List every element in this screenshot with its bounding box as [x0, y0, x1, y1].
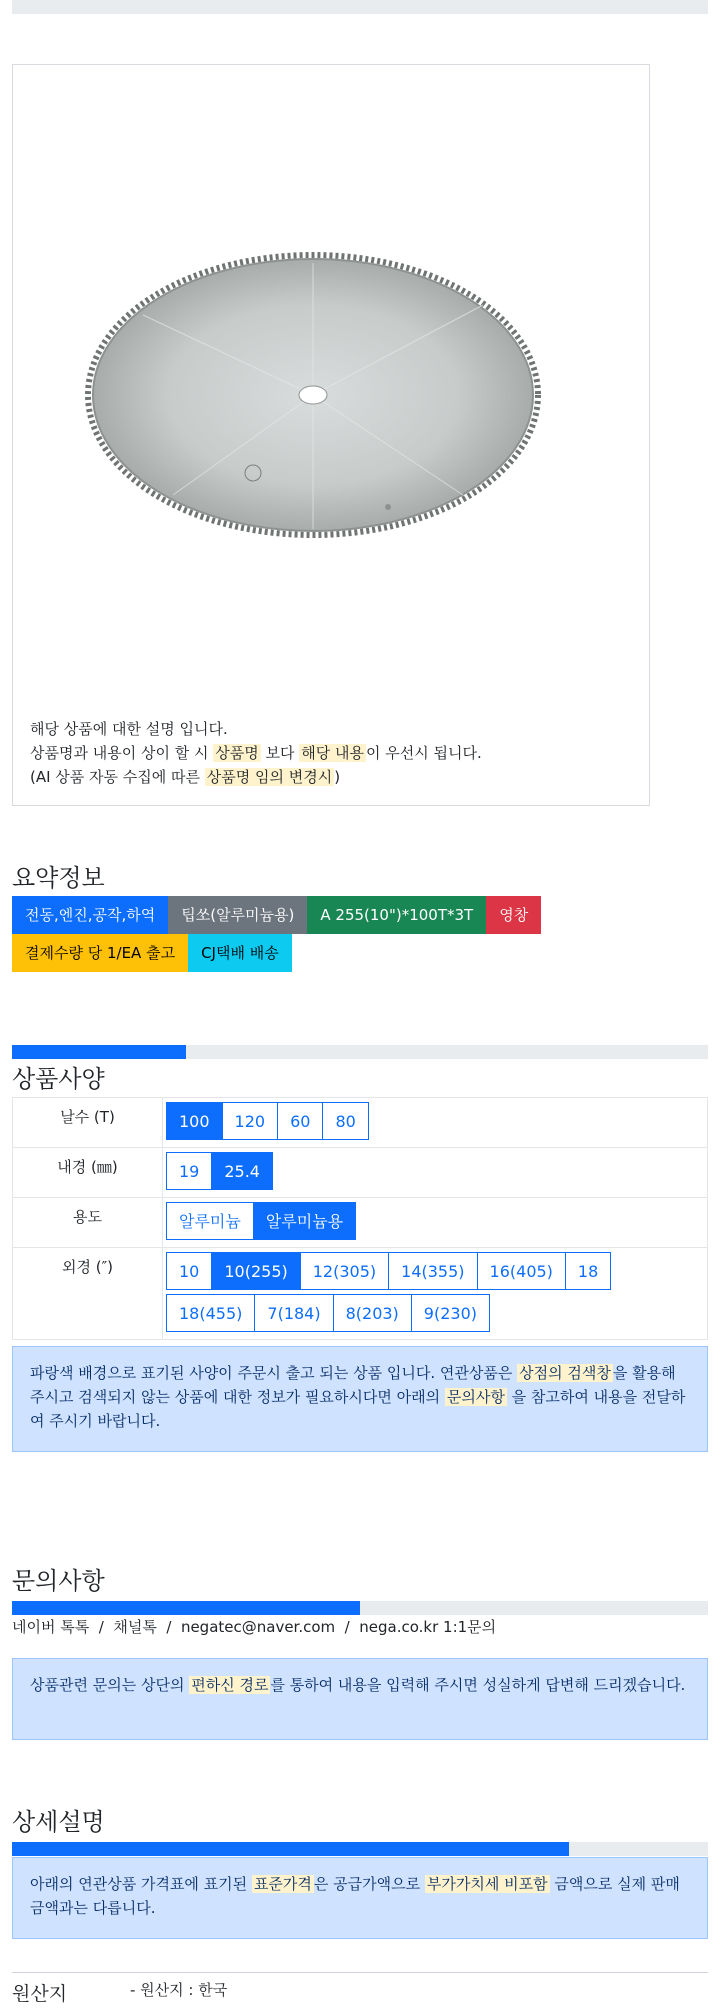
spec-option-group [166, 1202, 704, 1240]
spec-option-button[interactable]: 12(305) [300, 1252, 389, 1290]
spec-row [13, 1148, 708, 1198]
description-text: 보다 [260, 744, 300, 762]
spec-title: 상품사양 [12, 1065, 105, 1093]
spec-option-group [166, 1152, 704, 1190]
highlight-inquiry: 문의사항 [446, 1388, 505, 1406]
spec-option-button[interactable]: 80 [322, 1102, 368, 1140]
alert-text: 상품관련 문의는 상단의 [30, 1676, 190, 1694]
spec-row [13, 1198, 708, 1248]
summary-title: 요약정보 [12, 864, 105, 892]
spec-option-button[interactable]: 7(184) [254, 1294, 333, 1332]
spec-option-button[interactable]: 16(405) [477, 1252, 566, 1290]
spec-option-group [166, 1102, 704, 1140]
spec-option-button[interactable]: 14(355) [388, 1252, 477, 1290]
alert-text: 을 참고하여 내용을 전달하여 주시기 바랍니다. [30, 1388, 686, 1430]
spec-option-group [166, 1294, 704, 1332]
highlight-contact-path: 편하신 경로 [191, 1676, 269, 1694]
alert-text: 은 공급가액으로 [313, 1875, 425, 1893]
spec-option-button[interactable]: 9(230) [411, 1294, 490, 1332]
description-text: 이 우선시 됩니다. [365, 744, 482, 762]
highlight-content: 해당 내용 [301, 744, 364, 762]
product-description [30, 717, 482, 789]
detail-progress-bar [12, 1842, 708, 1856]
inquiry-progress-fill [12, 1601, 360, 1615]
spec-progress-fill [12, 1045, 186, 1059]
description-line-2 [30, 741, 482, 765]
summary-badges-row-2 [12, 934, 292, 972]
summary-badges-row-1 [12, 896, 541, 934]
spec-label: 날수 (T) [13, 1098, 163, 1148]
highlight-vat-excluded: 부가가치세 비포함 [426, 1875, 548, 1893]
spec-label: 내경 (㎜) [13, 1148, 163, 1198]
summary-badge: CJ택배 배송 [188, 934, 292, 972]
alert-text: 파랑색 배경으로 표기된 사양이 주문시 출고 되는 상품 입니다. 연관상품은 [30, 1364, 518, 1382]
spec-option-button[interactable]: 18(455) [166, 1294, 255, 1332]
product-image-box [12, 64, 650, 806]
summary-badge: 영창 [486, 896, 541, 934]
spec-option-button[interactable]: 120 [222, 1102, 279, 1140]
alert-text: 를 통하여 내용을 입력해 주시면 성실하게 답변해 드리겠습니다. [270, 1676, 686, 1694]
spec-option-button[interactable]: 60 [277, 1102, 323, 1140]
saw-blade-image [83, 245, 543, 565]
highlight-standard-price: 표준가격 [253, 1875, 312, 1893]
summary-badge: 팁쏘(알루미늄용) [168, 896, 307, 934]
spec-option-button[interactable]: 10 [166, 1252, 212, 1290]
top-progress-bar [12, 0, 708, 14]
spec-option-button[interactable]: 18 [565, 1252, 611, 1290]
spec-option-button[interactable]: 알루미늄 [166, 1202, 254, 1240]
highlight-name-change: 상품명 임의 변경시 [206, 768, 333, 786]
description-line-1: 해당 상품에 대한 설명 입니다. [30, 720, 228, 738]
spec-progress-bar [12, 1045, 708, 1059]
description-text: 상품명과 내용이 상이 할 시 [30, 744, 214, 762]
contact-links[interactable]: 네이버 톡톡 / 채널톡 / negatec@naver.com / nega.co.kr 1:1문의 [12, 1618, 497, 1636]
detail-title: 상세설명 [12, 1808, 105, 1836]
spec-option-button[interactable]: 25.4 [211, 1152, 273, 1190]
detail-info-alert [12, 1857, 708, 1939]
highlight-search-box: 상점의 검색창 [519, 1364, 611, 1382]
spec-table [12, 1097, 708, 1340]
spec-options [163, 1148, 708, 1198]
summary-badge: 결제수량 당 1/EA 출고 [12, 934, 188, 972]
origin-value: - 원산지 : 한국 [130, 1981, 228, 1999]
spec-row [13, 1248, 708, 1340]
summary-badge: 전동,엔진,공작,하역 [12, 896, 168, 934]
spec-option-button[interactable]: 8(203) [333, 1294, 412, 1332]
summary-badge: A 255(10")*100T*3T [307, 896, 486, 934]
spec-option-button[interactable]: 10(255) [211, 1252, 300, 1290]
spec-option-group [166, 1252, 704, 1290]
inquiry-title: 문의사항 [12, 1567, 105, 1595]
spec-option-button[interactable]: 100 [166, 1102, 223, 1140]
description-line-3 [30, 765, 482, 789]
spec-row [13, 1098, 708, 1148]
origin-row [12, 1972, 708, 2005]
spec-options [163, 1248, 708, 1340]
inquiry-info-alert [12, 1658, 708, 1740]
spec-label: 외경 (″) [13, 1248, 163, 1340]
spec-options [163, 1198, 708, 1248]
spec-options [163, 1098, 708, 1148]
alert-text: 아래의 연관상품 가격표에 표기된 [30, 1875, 252, 1893]
description-text: (AI 상품 자동 수집에 따른 [30, 768, 205, 786]
spec-option-button[interactable]: 19 [166, 1152, 212, 1190]
detail-progress-fill [12, 1842, 569, 1856]
spec-info-alert [12, 1346, 708, 1452]
inquiry-progress-bar [12, 1601, 708, 1615]
description-text: ) [334, 768, 341, 786]
spec-option-button[interactable]: 알루미늄용 [253, 1202, 356, 1240]
highlight-product-name: 상품명 [215, 744, 259, 762]
alert-text: 금액으로 실제 판매금액과는 다릅니다. [30, 1875, 680, 1917]
alert-text: 을 활용해 주시고 검색되지 않는 상품에 대한 정보가 필요하시다면 아래의 [30, 1364, 676, 1406]
origin-label: 원산지 [12, 1983, 68, 2005]
spec-label: 용도 [13, 1198, 163, 1248]
